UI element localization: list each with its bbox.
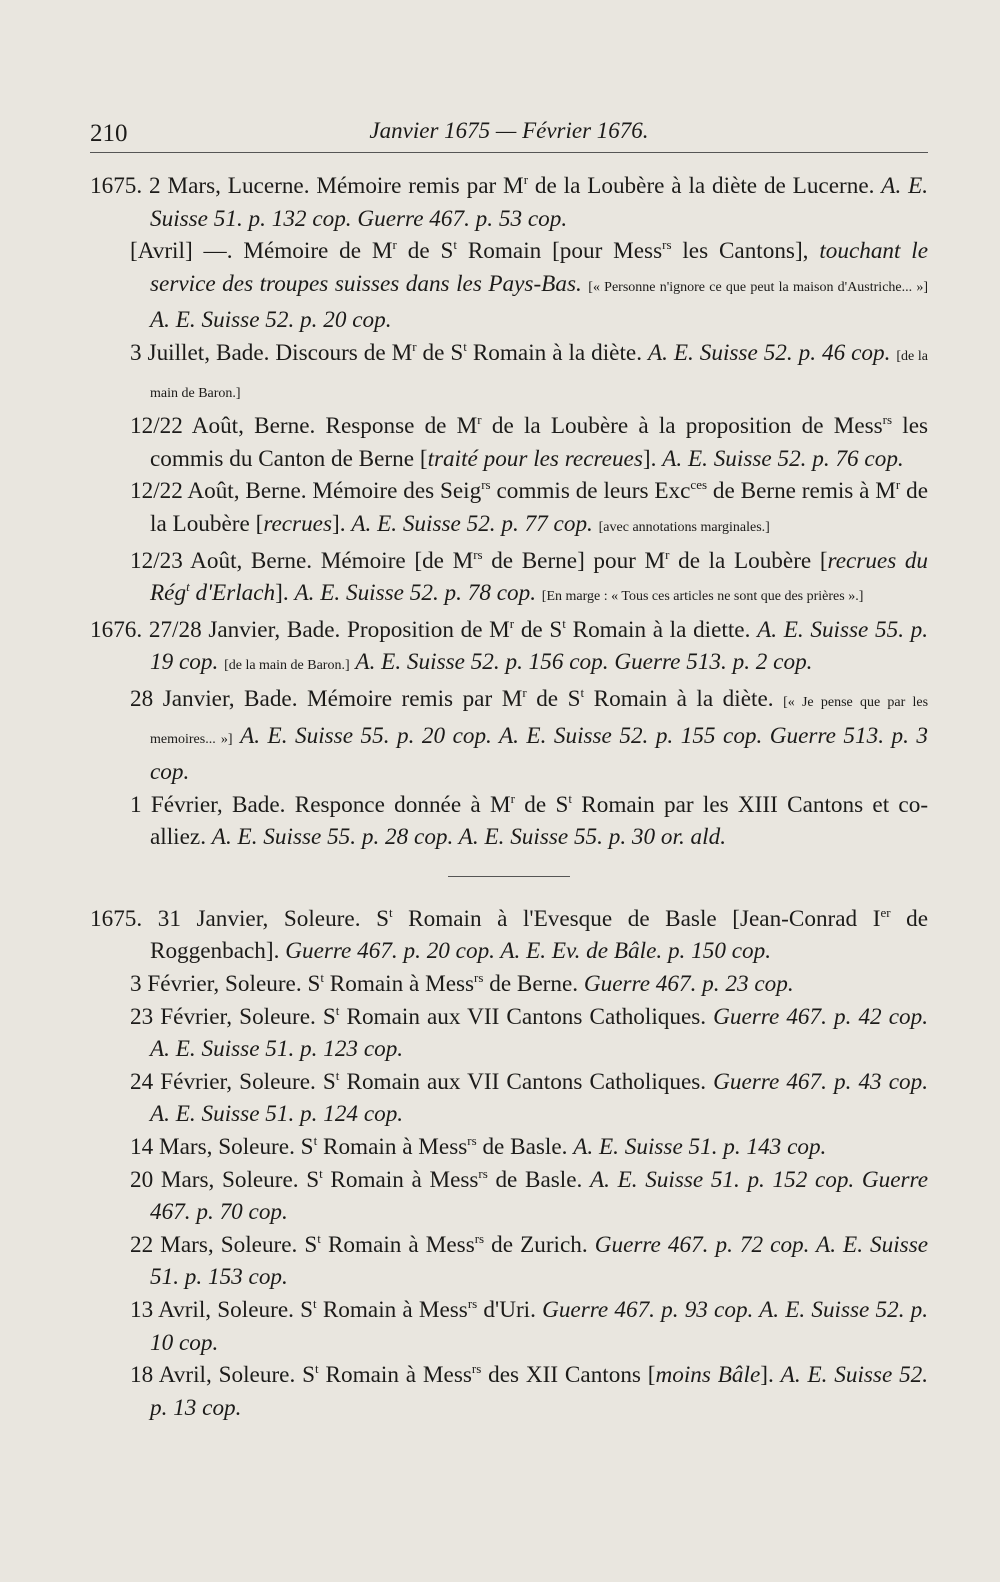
letter-entry — [90, 968, 928, 1001]
entry-text: ]. — [332, 510, 346, 537]
entry-sup: rs — [662, 237, 672, 253]
entry-sup: rs — [471, 1361, 482, 1377]
entry-reference: A. E. Suisse 51. p. 152 cop. Guerre 467. p. 70 cop. — [150, 1166, 928, 1226]
entry-date: 3 Février, Soleure. — [130, 971, 302, 998]
entry-reference: A. E. Suisse 52. p. 78 cop. — [294, 580, 536, 607]
entry-title: recrues — [263, 510, 332, 537]
entry-text: ]. — [275, 580, 289, 607]
entry-sup: r — [522, 684, 527, 700]
document-entry — [90, 683, 928, 789]
entry-sup: t — [313, 1296, 317, 1311]
entry-sup: rs — [467, 1296, 478, 1311]
entry-reference: Guerre 467. p. 43 cop. A. E. Suisse 51. p. 124 cop. — [150, 1068, 928, 1128]
entry-text: Romain à Mess — [327, 1231, 475, 1258]
letter-entry — [90, 1131, 928, 1164]
entry-reference: A. E. Suisse 51. p. 132 cop. Guerre 467. p. 53 cop. — [150, 173, 929, 232]
entry-sup: rs — [473, 546, 483, 562]
entry-text: de Berne] pour M — [491, 547, 666, 574]
entry-date: 22 Mars, Soleure. — [130, 1231, 298, 1258]
document-entry — [90, 614, 928, 683]
entry-text: Proposition de M — [347, 616, 510, 643]
letter-entry — [90, 1164, 928, 1229]
page-number: 210 — [90, 120, 128, 147]
entry-date: 12/22 Août, Berne. — [130, 413, 316, 440]
entry-text: Romain à Mess — [325, 1362, 472, 1389]
letter-entry — [90, 1294, 928, 1359]
document-entry — [90, 545, 928, 614]
document-list — [90, 170, 928, 1424]
entry-sup: t — [463, 338, 467, 354]
section-divider — [448, 876, 570, 877]
entry-date: 20 Mars, Soleure. — [130, 1166, 299, 1193]
entry-text: S — [322, 1068, 336, 1095]
entry-note: [« Je pense que par les memoires... »] — [150, 694, 929, 747]
entry-text: S — [322, 1003, 336, 1030]
document-entry — [90, 410, 928, 475]
entry-sup: rs — [481, 477, 491, 493]
entry-text: de la Loubère à la proposition de Mess — [491, 413, 883, 440]
entry-reference: A. E. Suisse 52. p. 13 cop. — [150, 1362, 929, 1421]
entry-sup: t — [319, 1165, 323, 1181]
entry-sup: t — [562, 615, 566, 631]
entry-text: Responce donnée à M — [294, 791, 511, 818]
entry-text: Romain aux VII Cantons Catholiques. — [346, 1003, 707, 1030]
entry-text: les commis du Canton de Berne [ — [150, 413, 929, 472]
document-entry — [90, 475, 928, 544]
entry-sup: r — [523, 172, 529, 187]
entry-text: Romain aux VII Cantons Catholiques. — [346, 1068, 707, 1095]
entry-text: Discours de M — [275, 339, 413, 366]
entry-title: touchant le service des troupes suisses dans les Pays-Bas. — [150, 238, 929, 297]
entry-title: d'Erlach — [195, 580, 276, 607]
entry-sup: t — [186, 579, 190, 595]
entry-sup: rs — [882, 412, 893, 428]
entry-reference: A. E. Suisse 51. p. 143 cop. — [573, 1134, 827, 1161]
entry-note: [de la main de Baron.] — [150, 348, 928, 401]
entry-date: 13 Avril, Soleure. — [130, 1297, 294, 1323]
document-entry — [90, 337, 928, 410]
entry-sup: rs — [478, 1165, 488, 1181]
entry-title: traité pour les recreues — [427, 445, 643, 472]
entry-text: Romain à la diète. — [593, 685, 774, 712]
entry-text: S — [300, 1134, 314, 1161]
entry-text: Romain à l'Evesque de Basle [Jean-Conrad I — [408, 905, 881, 932]
entry-sup: t — [335, 1002, 340, 1018]
entry-text: Romain à la diette. — [572, 616, 751, 643]
entry-text: S — [300, 1297, 313, 1323]
document-entry — [90, 235, 928, 337]
entry-text: S — [302, 1362, 316, 1389]
entry-sup: er — [880, 904, 891, 920]
entry-sup: t — [317, 1230, 321, 1246]
entry-text: de S — [524, 791, 569, 818]
entry-text: de la Loubère [ — [678, 547, 828, 574]
entry-sup: rs — [474, 970, 484, 986]
entry-date: 24 Février, Soleure. — [130, 1068, 316, 1095]
entry-date: 18 Avril, Soleure. — [130, 1362, 296, 1389]
entry-sup: t — [335, 1067, 340, 1083]
entry-reference: Guerre 467. p. 42 cop. A. E. Suisse 51. p. 123 cop. — [150, 1003, 928, 1063]
entry-text: de S — [536, 685, 581, 712]
letter-entry — [90, 1066, 928, 1131]
entry-sup: r — [895, 477, 901, 493]
entry-text: de Berne. — [489, 971, 579, 998]
letter-entry — [90, 1359, 928, 1424]
entry-date: 3 Juillet, Bade. — [130, 339, 270, 366]
entry-date: 14 Mars, Soleure. — [130, 1134, 295, 1161]
entry-year: 1675. — [90, 905, 143, 932]
entry-sup: t — [315, 1361, 319, 1377]
entry-text: S — [307, 971, 321, 998]
entry-sup: r — [392, 237, 397, 253]
entry-text: Romain [pour Mess — [467, 238, 663, 265]
entry-sup: t — [388, 904, 393, 920]
entry-date: 2 Mars, Lucerne. — [149, 173, 310, 199]
entry-text: Romain à Mess — [322, 1297, 468, 1323]
entry-reference: A. E. Suisse 55. p. 20 cop. A. E. Suisse 52. p. 155 cop. Guerre 513. p. 3 cop. — [150, 722, 928, 786]
entry-sup: t — [320, 970, 324, 986]
entry-text: de S — [520, 616, 563, 643]
entry-sup: rs — [467, 1133, 477, 1149]
running-title: Janvier 1675 — Février 1676. — [369, 118, 649, 143]
entry-reference: A. E. Suisse 52. p. 20 cop. — [150, 307, 392, 334]
entry-text: S — [304, 1231, 318, 1258]
entry-text: Romain à Mess — [323, 1134, 468, 1161]
entry-text: Response de M — [325, 413, 478, 440]
entry-reference: A. E. Suisse 52. p. 46 cop. — [647, 339, 891, 366]
entry-note: [avec annotations marginales.] — [598, 519, 770, 535]
entry-date: [Avril] —. — [130, 238, 233, 265]
entry-text: de S — [422, 339, 464, 366]
entry-sup: rs — [474, 1230, 485, 1246]
entry-text: Romain par les XIII Cantons et co-alliez. — [150, 791, 929, 851]
entry-sup: t — [313, 1133, 318, 1149]
entry-text: ]. — [760, 1362, 774, 1389]
entry-note: [En marge : « Tous ces articles ne sont que des prières ».] — [541, 589, 864, 605]
entry-reference: Guerre 467. p. 23 cop. — [583, 971, 794, 998]
entry-reference: A. E. Suisse 52. p. 76 cop. — [662, 445, 904, 472]
entry-text: Mémoire remis par M — [307, 685, 523, 712]
letter-entry — [90, 903, 928, 968]
entry-reference: A. E. Suisse 55. p. 28 cop. A. E. Suisse 55. p. 30 or. ald. — [211, 824, 726, 851]
entry-text: de S — [407, 238, 454, 265]
entry-text: Mémoire remis par M — [316, 173, 524, 199]
entry-reference: A. E. Suisse 55. p. 19 cop. — [150, 616, 929, 676]
entry-date: 12/23 Août, Berne. — [130, 547, 313, 574]
entry-sup: r — [412, 338, 417, 354]
letter-entry — [90, 1229, 928, 1294]
entry-sup: r — [477, 412, 482, 428]
entry-text: S — [376, 905, 389, 932]
entry-date: 12/22 Août, Berne. — [130, 478, 307, 505]
entry-text: Mémoire [de M — [320, 547, 474, 574]
entry-sup: t — [568, 790, 572, 806]
entry-reference: A. E. Suisse 52. p. 77 cop. — [351, 510, 593, 537]
entry-note: [« Personne n'ignore ce que peut la maison d'Austriche... »] — [588, 279, 929, 295]
document-entry — [90, 789, 928, 854]
entry-title: moins Bâle — [655, 1362, 761, 1389]
entry-text: de Basle. — [482, 1134, 568, 1161]
entry-text: Mémoire des Seig — [312, 478, 482, 505]
entry-note: [de la main de Baron.] — [224, 658, 350, 674]
entry-text: des XII Cantons [ — [488, 1362, 656, 1389]
entry-text: ]. — [642, 445, 657, 472]
entry-text: S — [306, 1166, 320, 1193]
entry-reference: Guerre 467. p. 93 cop. A. E. Suisse 52. p. 10 cop. — [150, 1297, 929, 1356]
entry-date: 27/28 Janvier, Bade. — [148, 616, 341, 643]
document-entry — [90, 170, 928, 235]
entry-reference: Guerre 467. p. 20 cop. A. E. Ev. de Bâle. p. 150 cop. — [285, 938, 771, 965]
entry-reference: Guerre 467. p. 72 cop. A. E. Suisse 51. p. 153 cop. — [150, 1231, 929, 1291]
entry-sup: t — [580, 684, 585, 700]
entry-sup: r — [509, 615, 515, 631]
entry-date: 28 Janvier, Bade. — [130, 685, 298, 712]
entry-text: d'Uri. — [483, 1297, 536, 1323]
entry-text: Romain à Mess — [330, 1166, 479, 1193]
entry-year: 1676. — [90, 616, 143, 643]
entry-year: 1675. — [90, 173, 143, 199]
entry-sup: r — [665, 546, 670, 562]
entry-date: 1 Février, Bade. — [130, 791, 286, 818]
entry-text: de Berne remis à M — [712, 478, 896, 505]
entry-sup: r — [510, 790, 515, 806]
entry-text: de Roggenbach]. — [150, 905, 928, 965]
entry-title: recrues du Rég — [150, 547, 929, 607]
entry-text: commis de leurs Exc — [496, 478, 691, 505]
entry-text: de la Loubère à la diète de Lucerne. — [534, 173, 875, 199]
entry-date: 31 Janvier, Soleure. — [157, 905, 361, 932]
entry-date: 23 Février, Soleure. — [130, 1003, 316, 1030]
entry-text: de Zurich. — [491, 1231, 588, 1258]
entry-reference: A. E. Suisse 52. p. 156 cop. Guerre 513. p. 2 cop. — [355, 649, 813, 676]
entry-text: Romain à la diète. — [472, 339, 642, 366]
entry-text: Mémoire de M — [243, 238, 393, 265]
entry-sup: t — [453, 237, 457, 253]
entry-text: de Basle. — [495, 1166, 583, 1193]
page-header — [90, 112, 928, 153]
letter-entry — [90, 1001, 928, 1066]
entry-text: de la Loubère [ — [150, 478, 928, 537]
entry-text: Romain à Mess — [329, 971, 475, 998]
entry-text: les Cantons], — [682, 238, 809, 265]
entry-sup: ces — [690, 477, 708, 493]
